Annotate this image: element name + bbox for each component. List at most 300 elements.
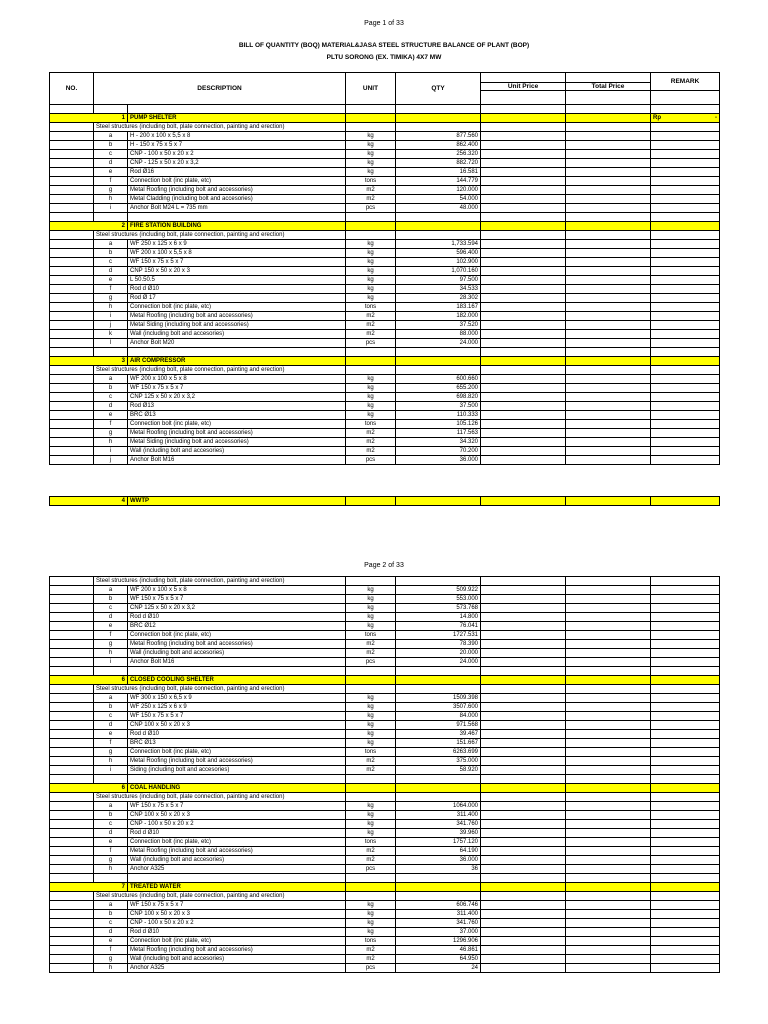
empty-cell [50, 384, 94, 393]
item-unit: kg [346, 411, 396, 420]
item-code: b [94, 384, 128, 393]
item-description: Metal Roofing (including bolt and accessories) [128, 847, 346, 856]
remark-cell [651, 285, 720, 294]
empty-cell [50, 429, 94, 438]
item-quantity: 3507.600 [396, 703, 481, 712]
empty-cell [396, 667, 481, 676]
empty-cell [566, 883, 651, 892]
empty-cell [346, 793, 396, 802]
spacer-row [50, 775, 720, 784]
empty-cell [50, 141, 94, 150]
empty-cell [346, 123, 396, 132]
boq-table-page-1 [49, 72, 720, 465]
item-code: k [94, 330, 128, 339]
unit-price-cell [481, 856, 566, 865]
item-quantity: 375.000 [396, 757, 481, 766]
unit-price-cell [481, 721, 566, 730]
item-quantity: 1727.531 [396, 631, 481, 640]
item-description: WF 200 x 100 x 5,5 x 8 [128, 249, 346, 258]
item-row [50, 901, 720, 910]
section-title: CLOSED COOLING SHELTER [128, 676, 346, 685]
item-unit: kg [346, 132, 396, 141]
empty-cell [566, 676, 651, 685]
item-description: CNP 150 x 50 x 20 x 3 [128, 267, 346, 276]
empty-cell [50, 348, 94, 357]
empty-cell [50, 820, 94, 829]
item-row [50, 456, 720, 465]
item-description: Wall (including bolt and accesories) [128, 649, 346, 658]
unit-price-cell [481, 285, 566, 294]
empty-cell [481, 213, 566, 222]
item-description: Rod Ø 17 [128, 294, 346, 303]
item-description: Connection bolt (inc plate, etc) [128, 748, 346, 757]
item-description: CNP 125 x 50 x 20 x 3,2 [128, 604, 346, 613]
item-row [50, 865, 720, 874]
item-code: c [94, 393, 128, 402]
empty-cell [50, 312, 94, 321]
item-row [50, 276, 720, 285]
item-description: Connection bolt (inc plate, etc) [128, 177, 346, 186]
item-code: a [94, 375, 128, 384]
empty-cell [481, 105, 566, 114]
spacer-row [50, 348, 720, 357]
total-price-cell [566, 856, 651, 865]
empty-cell [50, 739, 94, 748]
item-unit: pcs [346, 204, 396, 213]
item-quantity: 182.000 [396, 312, 481, 321]
empty-cell [50, 420, 94, 429]
item-quantity: 48.000 [396, 204, 481, 213]
empty-cell [50, 604, 94, 613]
empty-cell [346, 114, 396, 123]
empty-cell [128, 213, 346, 222]
item-row [50, 312, 720, 321]
remark-cell [651, 595, 720, 604]
item-unit: kg [346, 150, 396, 159]
item-code: b [94, 249, 128, 258]
unit-price-cell [481, 748, 566, 757]
section-remark [651, 114, 720, 123]
unit-price-cell [481, 622, 566, 631]
section-row [50, 676, 720, 685]
item-description: WF 150 x 75 x 5 x 7 [128, 802, 346, 811]
item-description: Rod Ø13 [128, 402, 346, 411]
item-row [50, 640, 720, 649]
item-quantity: 102.900 [396, 258, 481, 267]
item-description: WF 150 x 75 x 5 x 7 [128, 384, 346, 393]
item-description: L 50.50.5 [128, 276, 346, 285]
item-unit: kg [346, 613, 396, 622]
scope-note: Steel structures (including bolt, plate connection, painting and erection) [94, 793, 346, 802]
empty-cell [94, 775, 128, 784]
empty-cell [396, 213, 481, 222]
empty-cell [50, 294, 94, 303]
item-code: a [94, 901, 128, 910]
remark-cell [651, 447, 720, 456]
empty-cell [566, 577, 651, 586]
empty-cell [50, 802, 94, 811]
empty-cell [50, 168, 94, 177]
unit-price-cell [481, 132, 566, 141]
item-row [50, 258, 720, 267]
empty-cell [566, 667, 651, 676]
item-code: g [94, 856, 128, 865]
section-row [50, 222, 720, 231]
unit-price-cell [481, 411, 566, 420]
remark-cell [651, 276, 720, 285]
section-title: TREATED WATER [128, 883, 346, 892]
item-code: c [94, 258, 128, 267]
empty-cell [50, 829, 94, 838]
item-row [50, 829, 720, 838]
unit-price-cell [481, 955, 566, 964]
item-row [50, 438, 720, 447]
empty-cell [50, 694, 94, 703]
total-price-cell [566, 249, 651, 258]
item-code: d [94, 613, 128, 622]
empty-cell [50, 658, 94, 667]
item-code: j [94, 456, 128, 465]
remark-cell [651, 240, 720, 249]
unit-price-cell [481, 330, 566, 339]
empty-cell [50, 937, 94, 946]
remark-cell [651, 604, 720, 613]
empty-cell [566, 348, 651, 357]
document-title: BILL OF QUANTITY (BOQ) MATERIAL&JASA STEEL STRUCTURE BALANCE OF PLANT (BOP) [238, 42, 530, 49]
item-row [50, 946, 720, 955]
remark-cell [651, 766, 720, 775]
unit-price-cell [481, 240, 566, 249]
unit-price-cell [481, 204, 566, 213]
empty-cell [481, 775, 566, 784]
item-description: H - 150 x 75 x 5 x 7 [128, 141, 346, 150]
remark-cell [651, 937, 720, 946]
unit-price-cell [481, 312, 566, 321]
empty-cell [566, 213, 651, 222]
scope-note: Steel structures (including bolt, plate connection, painting and erection) [94, 366, 346, 375]
item-unit: m2 [346, 429, 396, 438]
item-code: g [94, 429, 128, 438]
item-code: a [94, 694, 128, 703]
empty-cell [50, 132, 94, 141]
remark-cell [651, 204, 720, 213]
section-number: 2 [50, 222, 128, 231]
item-unit: kg [346, 712, 396, 721]
remark-cell [651, 730, 720, 739]
header-description: DESCRIPTION [94, 73, 346, 105]
unit-price-cell [481, 141, 566, 150]
empty-cell [50, 150, 94, 159]
item-row [50, 411, 720, 420]
empty-cell [50, 411, 94, 420]
item-code: h [94, 649, 128, 658]
item-row [50, 159, 720, 168]
item-row [50, 393, 720, 402]
scope-note-row [50, 793, 720, 802]
remark-cell [651, 411, 720, 420]
empty-cell [346, 685, 396, 694]
item-row [50, 303, 720, 312]
item-code: e [94, 276, 128, 285]
item-row [50, 928, 720, 937]
item-row [50, 766, 720, 775]
item-quantity: 1509.398 [396, 694, 481, 703]
empty-cell [481, 667, 566, 676]
total-price-cell [566, 141, 651, 150]
unit-price-cell [481, 703, 566, 712]
empty-cell [651, 348, 720, 357]
unit-price-cell [481, 658, 566, 667]
item-code: h [94, 195, 128, 204]
remark-cell [651, 757, 720, 766]
item-code: g [94, 640, 128, 649]
item-unit: kg [346, 910, 396, 919]
scope-note-row [50, 685, 720, 694]
unit-price-cell [481, 604, 566, 613]
empty-cell [50, 276, 94, 285]
item-code: c [94, 919, 128, 928]
section-title: WWTP [128, 497, 346, 506]
empty-cell [651, 775, 720, 784]
empty-cell [396, 577, 481, 586]
unit-price-cell [481, 712, 566, 721]
item-unit: kg [346, 604, 396, 613]
item-code: e [94, 168, 128, 177]
item-unit: kg [346, 276, 396, 285]
remark-cell [651, 249, 720, 258]
item-quantity: 600.660 [396, 375, 481, 384]
scope-note: Steel structures (including bolt, plate connection, painting and erection) [94, 577, 346, 586]
item-description: Connection bolt (inc plate, etc) [128, 838, 346, 847]
total-price-cell [566, 658, 651, 667]
remark-cell [651, 838, 720, 847]
page-2-label: Page 2 of 33 [364, 562, 404, 569]
item-description: CNP 125 x 50 x 20 x 3,2 [128, 393, 346, 402]
empty-cell [50, 339, 94, 348]
item-code: d [94, 402, 128, 411]
empty-cell [346, 105, 396, 114]
total-price-cell [566, 375, 651, 384]
total-price-cell [566, 622, 651, 631]
item-description: WF 150 x 75 x 5 x 7 [128, 595, 346, 604]
empty-cell [651, 892, 720, 901]
item-description: Connection bolt (inc plate, etc) [128, 937, 346, 946]
item-quantity: 877.560 [396, 132, 481, 141]
unit-price-cell [481, 402, 566, 411]
item-quantity: 1296.906 [396, 937, 481, 946]
unit-price-cell [481, 186, 566, 195]
item-code: h [94, 757, 128, 766]
empty-cell [94, 667, 128, 676]
empty-cell [50, 613, 94, 622]
item-unit: kg [346, 901, 396, 910]
item-description: CNP - 100 x 50 x 20 x 2 [128, 919, 346, 928]
item-code: f [94, 285, 128, 294]
item-quantity: 24.000 [396, 339, 481, 348]
item-description: Connection bolt (inc plate, etc) [128, 631, 346, 640]
item-code: a [94, 132, 128, 141]
remark-cell [651, 159, 720, 168]
total-price-cell [566, 703, 651, 712]
remark-cell [651, 195, 720, 204]
item-unit: m2 [346, 186, 396, 195]
remark-cell [651, 631, 720, 640]
header-no: NO. [50, 73, 94, 105]
remark-cell [651, 802, 720, 811]
item-row [50, 910, 720, 919]
item-unit: kg [346, 919, 396, 928]
remark-cell [651, 321, 720, 330]
unit-price-cell [481, 730, 566, 739]
item-quantity: 553.000 [396, 595, 481, 604]
total-price-cell [566, 901, 651, 910]
total-price-cell [566, 438, 651, 447]
section-number: 6 [50, 676, 128, 685]
item-row [50, 739, 720, 748]
item-code: a [94, 586, 128, 595]
empty-cell [50, 402, 94, 411]
item-code: f [94, 739, 128, 748]
total-price-cell [566, 964, 651, 973]
empty-cell [396, 883, 481, 892]
item-description: Metal Siding (including bolt and accessories) [128, 321, 346, 330]
unit-price-cell [481, 838, 566, 847]
item-unit: kg [346, 586, 396, 595]
unit-price-cell [481, 438, 566, 447]
item-description: Metal Cladding (including bolt and accesories) [128, 195, 346, 204]
empty-cell [50, 766, 94, 775]
unit-price-cell [481, 249, 566, 258]
item-row [50, 195, 720, 204]
unit-price-cell [481, 586, 566, 595]
item-description: Metal Roofing (including bolt and accessories) [128, 640, 346, 649]
item-code: a [94, 802, 128, 811]
item-description: Anchor Bolt M24 L = 735 mm [128, 204, 346, 213]
section-row [50, 497, 720, 506]
item-row [50, 186, 720, 195]
unit-price-cell [481, 649, 566, 658]
item-quantity: 151.667 [396, 739, 481, 748]
item-row [50, 613, 720, 622]
empty-cell [651, 874, 720, 883]
empty-cell [50, 303, 94, 312]
item-code: f [94, 420, 128, 429]
section-title: AIR COMPRESSOR [128, 357, 346, 366]
remark-value: - [715, 115, 718, 121]
empty-cell [50, 874, 94, 883]
empty-cell [566, 685, 651, 694]
empty-cell [481, 793, 566, 802]
empty-cell [50, 892, 94, 901]
item-description: WF 250 x 125 x 6 x 9 [128, 703, 346, 712]
remark-cell [651, 748, 720, 757]
item-description: CNP - 125 x 50 x 20 x 3,2 [128, 159, 346, 168]
item-description: WF 150 x 75 x 5 x 7 [128, 258, 346, 267]
empty-cell [481, 348, 566, 357]
section-number: 7 [50, 883, 128, 892]
total-price-cell [566, 204, 651, 213]
item-row [50, 694, 720, 703]
empty-cell [651, 685, 720, 694]
spacer-row [50, 874, 720, 883]
section-number: 6 [50, 784, 128, 793]
item-row [50, 757, 720, 766]
item-quantity: 37.500 [396, 402, 481, 411]
total-price-cell [566, 330, 651, 339]
item-row [50, 375, 720, 384]
item-code: e [94, 411, 128, 420]
item-row [50, 730, 720, 739]
item-quantity: 341.760 [396, 820, 481, 829]
item-row [50, 604, 720, 613]
empty-cell [346, 577, 396, 586]
item-unit: kg [346, 294, 396, 303]
empty-cell [566, 114, 651, 123]
item-code: f [94, 177, 128, 186]
empty-cell [566, 366, 651, 375]
item-unit: m2 [346, 757, 396, 766]
unit-price-cell [481, 303, 566, 312]
empty-cell [50, 375, 94, 384]
item-unit: m2 [346, 640, 396, 649]
item-unit: kg [346, 384, 396, 393]
total-price-cell [566, 258, 651, 267]
item-unit: kg [346, 721, 396, 730]
scope-note: Steel structures (including bolt, plate connection, painting and erection) [94, 685, 346, 694]
empty-cell [94, 348, 128, 357]
empty-cell [50, 901, 94, 910]
item-quantity: 28.302 [396, 294, 481, 303]
item-row [50, 321, 720, 330]
empty-cell [651, 105, 720, 114]
empty-cell [50, 631, 94, 640]
remark-cell [651, 294, 720, 303]
empty-cell [50, 928, 94, 937]
total-price-cell [566, 766, 651, 775]
unit-price-cell [481, 321, 566, 330]
unit-price-cell [481, 595, 566, 604]
empty-cell [128, 874, 346, 883]
item-code: d [94, 829, 128, 838]
item-code: b [94, 703, 128, 712]
item-unit: tons [346, 303, 396, 312]
item-code: i [94, 766, 128, 775]
empty-cell [50, 330, 94, 339]
item-quantity: 88.000 [396, 330, 481, 339]
empty-cell [50, 919, 94, 928]
item-description: Wall (including bolt and accesories) [128, 856, 346, 865]
item-description: Rod d Ø10 [128, 613, 346, 622]
item-unit: kg [346, 168, 396, 177]
unit-price-cell [481, 766, 566, 775]
empty-cell [128, 775, 346, 784]
unit-price-cell [481, 919, 566, 928]
item-unit: kg [346, 829, 396, 838]
unit-price-cell [481, 631, 566, 640]
remark-cell [651, 186, 720, 195]
scope-note: Steel structures (including bolt, plate connection, painting and erection) [94, 892, 346, 901]
remark-cell [651, 613, 720, 622]
item-code: i [94, 658, 128, 667]
item-code: h [94, 865, 128, 874]
item-row [50, 595, 720, 604]
item-quantity: 39.960 [396, 829, 481, 838]
empty-cell [346, 667, 396, 676]
total-price-cell [566, 946, 651, 955]
remark-cell [651, 721, 720, 730]
remark-cell [651, 393, 720, 402]
item-unit: pcs [346, 658, 396, 667]
